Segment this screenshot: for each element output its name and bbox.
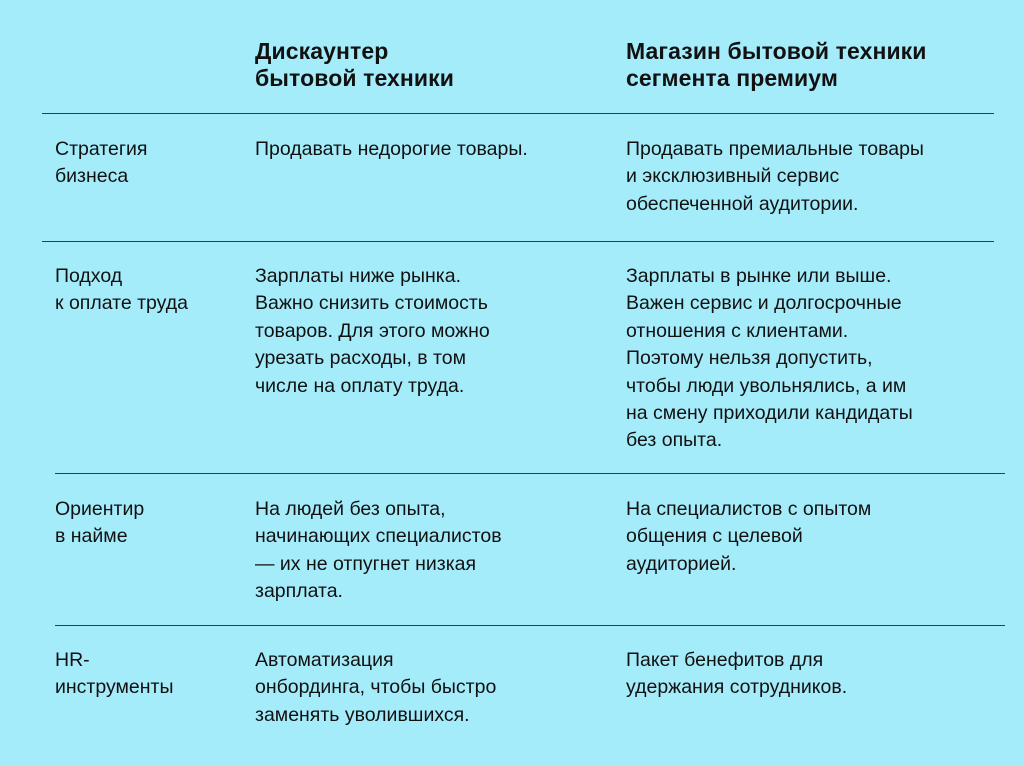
row-label-hiring-focus: Ориентир в найме <box>55 498 145 548</box>
column-header-premium: Магазин бытовой техники сегмента премиум <box>626 38 927 91</box>
divider <box>42 113 994 114</box>
row-label-strategy: Стратегия бизнеса <box>55 138 148 188</box>
cell-premium-hiring-focus: На специалистов с опытом общения с целевой аудиторией. <box>626 498 872 575</box>
row-label-pay-approach: Подход к оплате труда <box>55 265 189 315</box>
cell-premium-pay-approach: Зарплаты в рынке или выше. Важен сервис и долгосрочные отношения с клиентами. Поэтому нельзя допустить, чтобы люди увольнялись, а им на смену приходили кандидаты без опыта. <box>626 265 913 452</box>
cell-discounter-hiring-focus: На людей без опыта, начинающих специалистов — их не отпугнет низкая зарплата. <box>255 498 502 603</box>
divider <box>55 473 1005 474</box>
cell-discounter-strategy: Продавать недорогие товары. <box>255 138 528 160</box>
cell-premium-strategy: Продавать премиальные товары и эксклюзивный сервис обеспеченной аудитории. <box>626 138 924 215</box>
divider <box>42 241 994 242</box>
cell-discounter-hr-tools: Автоматизация онбординга, чтобы быстро заменять уволившихся. <box>255 649 497 726</box>
cell-discounter-pay-approach: Зарплаты ниже рынка. Важно снизить стоимость товаров. Для этого можно урезать расходы, в том числе на оплату труда. <box>255 265 490 397</box>
row-label-hr-tools: HR- инструменты <box>55 649 174 699</box>
divider <box>55 625 1005 626</box>
column-header-discounter: Дискаунтер бытовой техники <box>255 38 454 91</box>
cell-premium-hr-tools: Пакет бенефитов для удержания сотрудников. <box>626 649 848 699</box>
